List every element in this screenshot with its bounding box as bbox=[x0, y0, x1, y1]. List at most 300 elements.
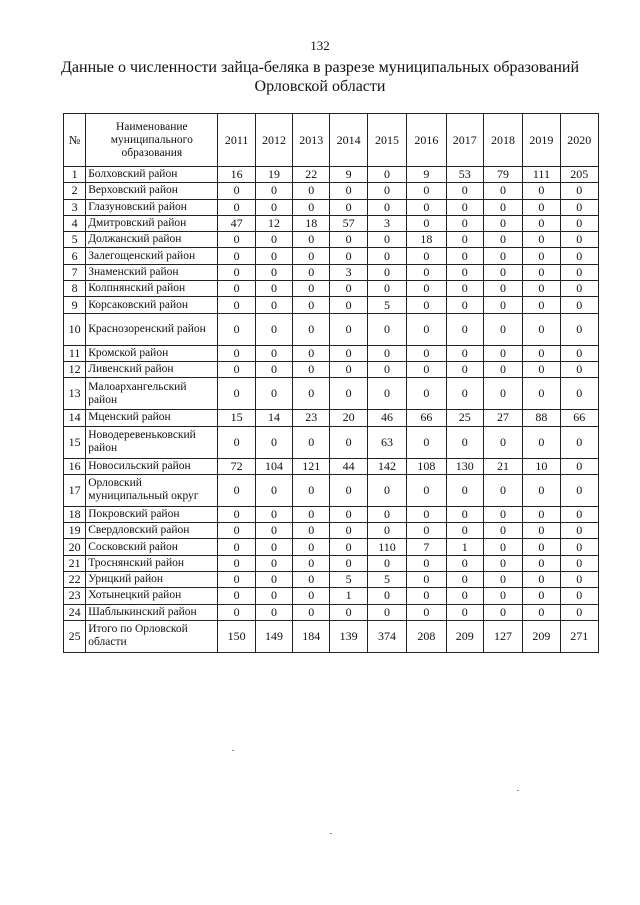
count-cell: 0 bbox=[560, 458, 598, 474]
count-cell: 5 bbox=[330, 572, 367, 588]
header-name: Наименование муниципального образования bbox=[86, 114, 218, 167]
count-cell: 0 bbox=[218, 572, 255, 588]
municipality-name: Шаблыкинский район bbox=[86, 604, 218, 620]
count-cell: 0 bbox=[293, 264, 330, 280]
count-cell: 88 bbox=[523, 410, 560, 426]
row-number: 24 bbox=[64, 604, 86, 620]
table-row bbox=[64, 281, 599, 297]
count-cell: 0 bbox=[330, 199, 367, 215]
table-row bbox=[64, 474, 599, 506]
header-number: № bbox=[64, 114, 86, 167]
count-cell: 5 bbox=[367, 572, 406, 588]
row-number: 15 bbox=[64, 426, 86, 458]
count-cell: 27 bbox=[483, 410, 522, 426]
row-number: 20 bbox=[64, 539, 86, 555]
count-cell: 0 bbox=[330, 313, 367, 345]
count-cell: 0 bbox=[330, 183, 367, 199]
count-cell: 108 bbox=[407, 458, 446, 474]
count-cell: 0 bbox=[407, 588, 446, 604]
count-cell: 9 bbox=[407, 167, 446, 183]
row-number: 14 bbox=[64, 410, 86, 426]
count-cell: 110 bbox=[367, 539, 406, 555]
count-cell: 79 bbox=[483, 167, 522, 183]
count-cell: 0 bbox=[407, 281, 446, 297]
count-cell: 0 bbox=[446, 313, 483, 345]
count-cell: 0 bbox=[407, 199, 446, 215]
table-row bbox=[64, 215, 599, 231]
count-cell: 66 bbox=[560, 410, 598, 426]
row-number: 12 bbox=[64, 361, 86, 377]
count-cell: 0 bbox=[255, 232, 292, 248]
count-cell: 0 bbox=[523, 215, 560, 231]
count-cell: 25 bbox=[446, 410, 483, 426]
count-cell: 0 bbox=[446, 378, 483, 410]
count-cell: 0 bbox=[407, 604, 446, 620]
count-cell: 0 bbox=[483, 248, 522, 264]
count-cell: 0 bbox=[483, 345, 522, 361]
count-cell: 0 bbox=[330, 378, 367, 410]
count-cell: 0 bbox=[523, 199, 560, 215]
count-cell: 0 bbox=[560, 281, 598, 297]
header-year: 2014 bbox=[330, 114, 367, 167]
table-row bbox=[64, 297, 599, 313]
count-cell: 0 bbox=[367, 264, 406, 280]
count-cell: 0 bbox=[523, 539, 560, 555]
municipality-name: Должанский район bbox=[86, 232, 218, 248]
count-cell: 139 bbox=[330, 620, 367, 652]
count-cell: 0 bbox=[560, 523, 598, 539]
count-cell: 3 bbox=[367, 215, 406, 231]
count-cell: 0 bbox=[407, 215, 446, 231]
count-cell: 0 bbox=[330, 555, 367, 571]
page-number: 132 bbox=[310, 38, 330, 53]
count-cell: 0 bbox=[255, 572, 292, 588]
count-cell: 0 bbox=[330, 523, 367, 539]
header-year: 2016 bbox=[407, 114, 446, 167]
count-cell: 104 bbox=[255, 458, 292, 474]
count-cell: 12 bbox=[255, 215, 292, 231]
count-cell: 0 bbox=[483, 539, 522, 555]
count-cell: 72 bbox=[218, 458, 255, 474]
count-cell: 18 bbox=[293, 215, 330, 231]
count-cell: 0 bbox=[523, 378, 560, 410]
table-row bbox=[64, 345, 599, 361]
count-cell: 0 bbox=[218, 183, 255, 199]
count-cell: 0 bbox=[523, 313, 560, 345]
count-cell: 0 bbox=[218, 281, 255, 297]
count-cell: 0 bbox=[523, 555, 560, 571]
count-cell: 0 bbox=[560, 183, 598, 199]
count-cell: 0 bbox=[446, 232, 483, 248]
header-year: 2017 bbox=[446, 114, 483, 167]
count-cell: 209 bbox=[446, 620, 483, 652]
row-number: 2 bbox=[64, 183, 86, 199]
count-cell: 0 bbox=[218, 264, 255, 280]
count-cell: 0 bbox=[255, 539, 292, 555]
count-cell: 0 bbox=[446, 215, 483, 231]
municipality-name: Троснянский район bbox=[86, 555, 218, 571]
count-cell: 0 bbox=[218, 345, 255, 361]
municipality-name: Кромской район bbox=[86, 345, 218, 361]
count-cell: 0 bbox=[367, 199, 406, 215]
table-row bbox=[64, 572, 599, 588]
count-cell: 10 bbox=[523, 458, 560, 474]
count-cell: 0 bbox=[330, 361, 367, 377]
header-year: 2013 bbox=[293, 114, 330, 167]
count-cell: 66 bbox=[407, 410, 446, 426]
count-cell: 0 bbox=[560, 297, 598, 313]
count-cell: 0 bbox=[218, 604, 255, 620]
count-cell: 21 bbox=[483, 458, 522, 474]
row-number: 11 bbox=[64, 345, 86, 361]
municipality-name: Ливенский район bbox=[86, 361, 218, 377]
header-year: 2015 bbox=[367, 114, 406, 167]
count-cell: 0 bbox=[560, 474, 598, 506]
count-cell: 0 bbox=[330, 604, 367, 620]
count-cell: 0 bbox=[407, 378, 446, 410]
row-number: 21 bbox=[64, 555, 86, 571]
row-number: 4 bbox=[64, 215, 86, 231]
count-cell: 205 bbox=[560, 167, 598, 183]
table-row bbox=[64, 183, 599, 199]
count-cell: 0 bbox=[367, 167, 406, 183]
count-cell: 0 bbox=[407, 523, 446, 539]
table-row bbox=[64, 523, 599, 539]
count-cell: 0 bbox=[523, 572, 560, 588]
count-cell: 0 bbox=[218, 474, 255, 506]
count-cell: 15 bbox=[218, 410, 255, 426]
count-cell: 0 bbox=[407, 313, 446, 345]
header-year: 2018 bbox=[483, 114, 522, 167]
count-cell: 0 bbox=[293, 426, 330, 458]
count-cell: 0 bbox=[367, 248, 406, 264]
count-cell: 0 bbox=[523, 523, 560, 539]
count-cell: 209 bbox=[523, 620, 560, 652]
title-line-1: Данные о численности зайца-беляка в разрезе муниципальных образований bbox=[60, 59, 580, 76]
count-cell: 184 bbox=[293, 620, 330, 652]
municipality-name: Новодеревеньковский район bbox=[86, 426, 218, 458]
count-cell: 0 bbox=[483, 588, 522, 604]
count-cell: 0 bbox=[218, 313, 255, 345]
count-cell: 0 bbox=[560, 248, 598, 264]
count-cell: 0 bbox=[330, 345, 367, 361]
count-cell: 0 bbox=[446, 604, 483, 620]
count-cell: 0 bbox=[560, 313, 598, 345]
count-cell: 142 bbox=[367, 458, 406, 474]
count-cell: 0 bbox=[255, 264, 292, 280]
count-cell: 0 bbox=[367, 281, 406, 297]
count-cell: 0 bbox=[255, 248, 292, 264]
municipality-name: Глазуновский район bbox=[86, 199, 218, 215]
municipality-name: Залегощенский район bbox=[86, 248, 218, 264]
count-cell: 0 bbox=[523, 297, 560, 313]
row-number: 9 bbox=[64, 297, 86, 313]
count-cell: 0 bbox=[293, 506, 330, 522]
count-cell: 0 bbox=[367, 313, 406, 345]
table-row bbox=[64, 604, 599, 620]
count-cell: 46 bbox=[367, 410, 406, 426]
row-number: 5 bbox=[64, 232, 86, 248]
count-cell: 0 bbox=[218, 361, 255, 377]
count-cell: 0 bbox=[255, 313, 292, 345]
row-number: 19 bbox=[64, 523, 86, 539]
table-row bbox=[64, 264, 599, 280]
count-cell: 0 bbox=[330, 426, 367, 458]
count-cell: 0 bbox=[483, 426, 522, 458]
table-row bbox=[64, 361, 599, 377]
count-cell: 0 bbox=[293, 539, 330, 555]
count-cell: 0 bbox=[560, 604, 598, 620]
count-cell: 0 bbox=[293, 199, 330, 215]
count-cell: 0 bbox=[483, 281, 522, 297]
count-cell: 0 bbox=[523, 604, 560, 620]
municipality-name: Колпнянский район bbox=[86, 281, 218, 297]
count-cell: 0 bbox=[293, 313, 330, 345]
table-row bbox=[64, 378, 599, 410]
table-row bbox=[64, 313, 599, 345]
count-cell: 0 bbox=[330, 232, 367, 248]
count-cell: 0 bbox=[407, 506, 446, 522]
count-cell: 0 bbox=[255, 523, 292, 539]
count-cell: 0 bbox=[293, 281, 330, 297]
count-cell: 0 bbox=[293, 523, 330, 539]
count-cell: 0 bbox=[523, 345, 560, 361]
table-body bbox=[64, 167, 599, 653]
count-cell: 23 bbox=[293, 410, 330, 426]
table-row bbox=[64, 506, 599, 522]
count-cell: 0 bbox=[523, 588, 560, 604]
header-year: 2012 bbox=[255, 114, 292, 167]
count-cell: 0 bbox=[483, 572, 522, 588]
count-cell: 0 bbox=[367, 183, 406, 199]
count-cell: 0 bbox=[560, 345, 598, 361]
header-year: 2019 bbox=[523, 114, 560, 167]
count-cell: 20 bbox=[330, 410, 367, 426]
row-number: 6 bbox=[64, 248, 86, 264]
count-cell: 0 bbox=[523, 248, 560, 264]
count-cell: 0 bbox=[523, 474, 560, 506]
count-cell: 0 bbox=[293, 361, 330, 377]
count-cell: 0 bbox=[367, 474, 406, 506]
count-cell: 0 bbox=[218, 378, 255, 410]
count-cell: 0 bbox=[407, 264, 446, 280]
count-cell: 0 bbox=[218, 232, 255, 248]
count-cell: 208 bbox=[407, 620, 446, 652]
count-cell: 0 bbox=[407, 361, 446, 377]
count-cell: 0 bbox=[446, 588, 483, 604]
count-cell: 0 bbox=[523, 361, 560, 377]
municipality-name: Корсаковский район bbox=[86, 297, 218, 313]
count-cell: 22 bbox=[293, 167, 330, 183]
count-cell: 0 bbox=[255, 588, 292, 604]
count-cell: 0 bbox=[446, 555, 483, 571]
count-cell: 0 bbox=[446, 264, 483, 280]
count-cell: 0 bbox=[407, 426, 446, 458]
municipality-name: Урицкий район bbox=[86, 572, 218, 588]
table-row bbox=[64, 199, 599, 215]
row-number: 25 bbox=[64, 620, 86, 652]
count-cell: 0 bbox=[218, 588, 255, 604]
municipality-name: Новосильский район bbox=[86, 458, 218, 474]
count-cell: 0 bbox=[293, 588, 330, 604]
count-cell: 0 bbox=[255, 474, 292, 506]
count-cell: 0 bbox=[560, 588, 598, 604]
count-cell: 0 bbox=[523, 232, 560, 248]
count-cell: 0 bbox=[446, 474, 483, 506]
count-cell: 7 bbox=[407, 539, 446, 555]
count-cell: 0 bbox=[446, 183, 483, 199]
count-cell: 0 bbox=[218, 555, 255, 571]
count-cell: 130 bbox=[446, 458, 483, 474]
row-number: 17 bbox=[64, 474, 86, 506]
count-cell: 0 bbox=[293, 474, 330, 506]
count-cell: 0 bbox=[407, 572, 446, 588]
count-cell: 0 bbox=[367, 588, 406, 604]
count-cell: 0 bbox=[218, 506, 255, 522]
count-cell: 0 bbox=[367, 506, 406, 522]
count-cell: 0 bbox=[560, 555, 598, 571]
count-cell: 0 bbox=[560, 264, 598, 280]
row-number: 23 bbox=[64, 588, 86, 604]
row-number: 10 bbox=[64, 313, 86, 345]
count-cell: 5 bbox=[367, 297, 406, 313]
count-cell: 0 bbox=[483, 523, 522, 539]
count-cell: 0 bbox=[523, 264, 560, 280]
count-cell: 0 bbox=[483, 361, 522, 377]
count-cell: 19 bbox=[255, 167, 292, 183]
count-cell: 111 bbox=[523, 167, 560, 183]
count-cell: 0 bbox=[218, 297, 255, 313]
count-cell: 0 bbox=[483, 199, 522, 215]
count-cell: 53 bbox=[446, 167, 483, 183]
count-cell: 0 bbox=[483, 313, 522, 345]
table-row bbox=[64, 458, 599, 474]
count-cell: 44 bbox=[330, 458, 367, 474]
count-cell: 0 bbox=[293, 232, 330, 248]
count-cell: 0 bbox=[483, 215, 522, 231]
count-cell: 0 bbox=[483, 297, 522, 313]
count-cell: 0 bbox=[407, 345, 446, 361]
count-cell: 3 bbox=[330, 264, 367, 280]
count-cell: 0 bbox=[330, 539, 367, 555]
count-cell: 0 bbox=[446, 506, 483, 522]
count-cell: 0 bbox=[255, 604, 292, 620]
row-number: 16 bbox=[64, 458, 86, 474]
count-cell: 0 bbox=[255, 426, 292, 458]
count-cell: 150 bbox=[218, 620, 255, 652]
count-cell: 0 bbox=[255, 199, 292, 215]
count-cell: 0 bbox=[483, 183, 522, 199]
count-cell: 0 bbox=[255, 361, 292, 377]
municipality-name: Краснозоренский район bbox=[86, 313, 218, 345]
count-cell: 0 bbox=[407, 297, 446, 313]
count-cell: 47 bbox=[218, 215, 255, 231]
municipality-name: Знаменский район bbox=[86, 264, 218, 280]
count-cell: 0 bbox=[483, 555, 522, 571]
header-year: 2011 bbox=[218, 114, 255, 167]
count-cell: 0 bbox=[483, 264, 522, 280]
document-title bbox=[0, 58, 640, 96]
municipality-name: Верховский район bbox=[86, 183, 218, 199]
count-cell: 63 bbox=[367, 426, 406, 458]
count-cell: 0 bbox=[218, 539, 255, 555]
count-cell: 0 bbox=[255, 297, 292, 313]
count-cell: 9 bbox=[330, 167, 367, 183]
count-cell: 0 bbox=[218, 248, 255, 264]
count-cell: 1 bbox=[446, 539, 483, 555]
table-row bbox=[64, 426, 599, 458]
count-cell: 0 bbox=[293, 183, 330, 199]
count-cell: 0 bbox=[446, 572, 483, 588]
count-cell: 0 bbox=[255, 378, 292, 410]
count-cell: 0 bbox=[407, 183, 446, 199]
row-number: 3 bbox=[64, 199, 86, 215]
count-cell: 0 bbox=[330, 297, 367, 313]
header-year: 2020 bbox=[560, 114, 598, 167]
table-row bbox=[64, 539, 599, 555]
count-cell: 0 bbox=[367, 523, 406, 539]
count-cell: 1 bbox=[330, 588, 367, 604]
count-cell: 0 bbox=[560, 506, 598, 522]
count-cell: 0 bbox=[330, 281, 367, 297]
table-row bbox=[64, 167, 599, 183]
row-number: 18 bbox=[64, 506, 86, 522]
count-cell: 127 bbox=[483, 620, 522, 652]
table-row bbox=[64, 248, 599, 264]
count-cell: 0 bbox=[560, 215, 598, 231]
count-cell: 0 bbox=[367, 232, 406, 248]
row-number: 7 bbox=[64, 264, 86, 280]
count-cell: 0 bbox=[483, 474, 522, 506]
municipality-name: Хотынецкий район bbox=[86, 588, 218, 604]
count-cell: 0 bbox=[218, 426, 255, 458]
count-cell: 0 bbox=[560, 361, 598, 377]
count-cell: 18 bbox=[407, 232, 446, 248]
title-line-2: Орловской области bbox=[254, 78, 386, 95]
count-cell: 0 bbox=[446, 248, 483, 264]
count-cell: 0 bbox=[446, 426, 483, 458]
municipality-name: Орловский муниципальный округ bbox=[86, 474, 218, 506]
count-cell: 0 bbox=[255, 345, 292, 361]
count-cell: 0 bbox=[330, 248, 367, 264]
table-row bbox=[64, 410, 599, 426]
count-cell: 0 bbox=[218, 199, 255, 215]
count-cell: 0 bbox=[407, 555, 446, 571]
count-cell: 0 bbox=[446, 281, 483, 297]
count-cell: 0 bbox=[293, 604, 330, 620]
count-cell: 57 bbox=[330, 215, 367, 231]
count-cell: 0 bbox=[560, 539, 598, 555]
count-cell: 0 bbox=[367, 361, 406, 377]
municipality-name: Свердловский район bbox=[86, 523, 218, 539]
count-cell: 0 bbox=[407, 248, 446, 264]
hare-population-table bbox=[63, 113, 599, 653]
count-cell: 0 bbox=[523, 183, 560, 199]
row-number: 22 bbox=[64, 572, 86, 588]
table-header-row bbox=[64, 114, 599, 167]
count-cell: 0 bbox=[560, 426, 598, 458]
municipality-name: Дмитровский район bbox=[86, 215, 218, 231]
count-cell: 0 bbox=[255, 281, 292, 297]
municipality-name: Покровский район bbox=[86, 506, 218, 522]
count-cell: 0 bbox=[367, 378, 406, 410]
count-cell: 14 bbox=[255, 410, 292, 426]
count-cell: 0 bbox=[255, 183, 292, 199]
count-cell: 0 bbox=[560, 572, 598, 588]
count-cell: 0 bbox=[293, 248, 330, 264]
count-cell: 0 bbox=[293, 555, 330, 571]
count-cell: 0 bbox=[330, 506, 367, 522]
